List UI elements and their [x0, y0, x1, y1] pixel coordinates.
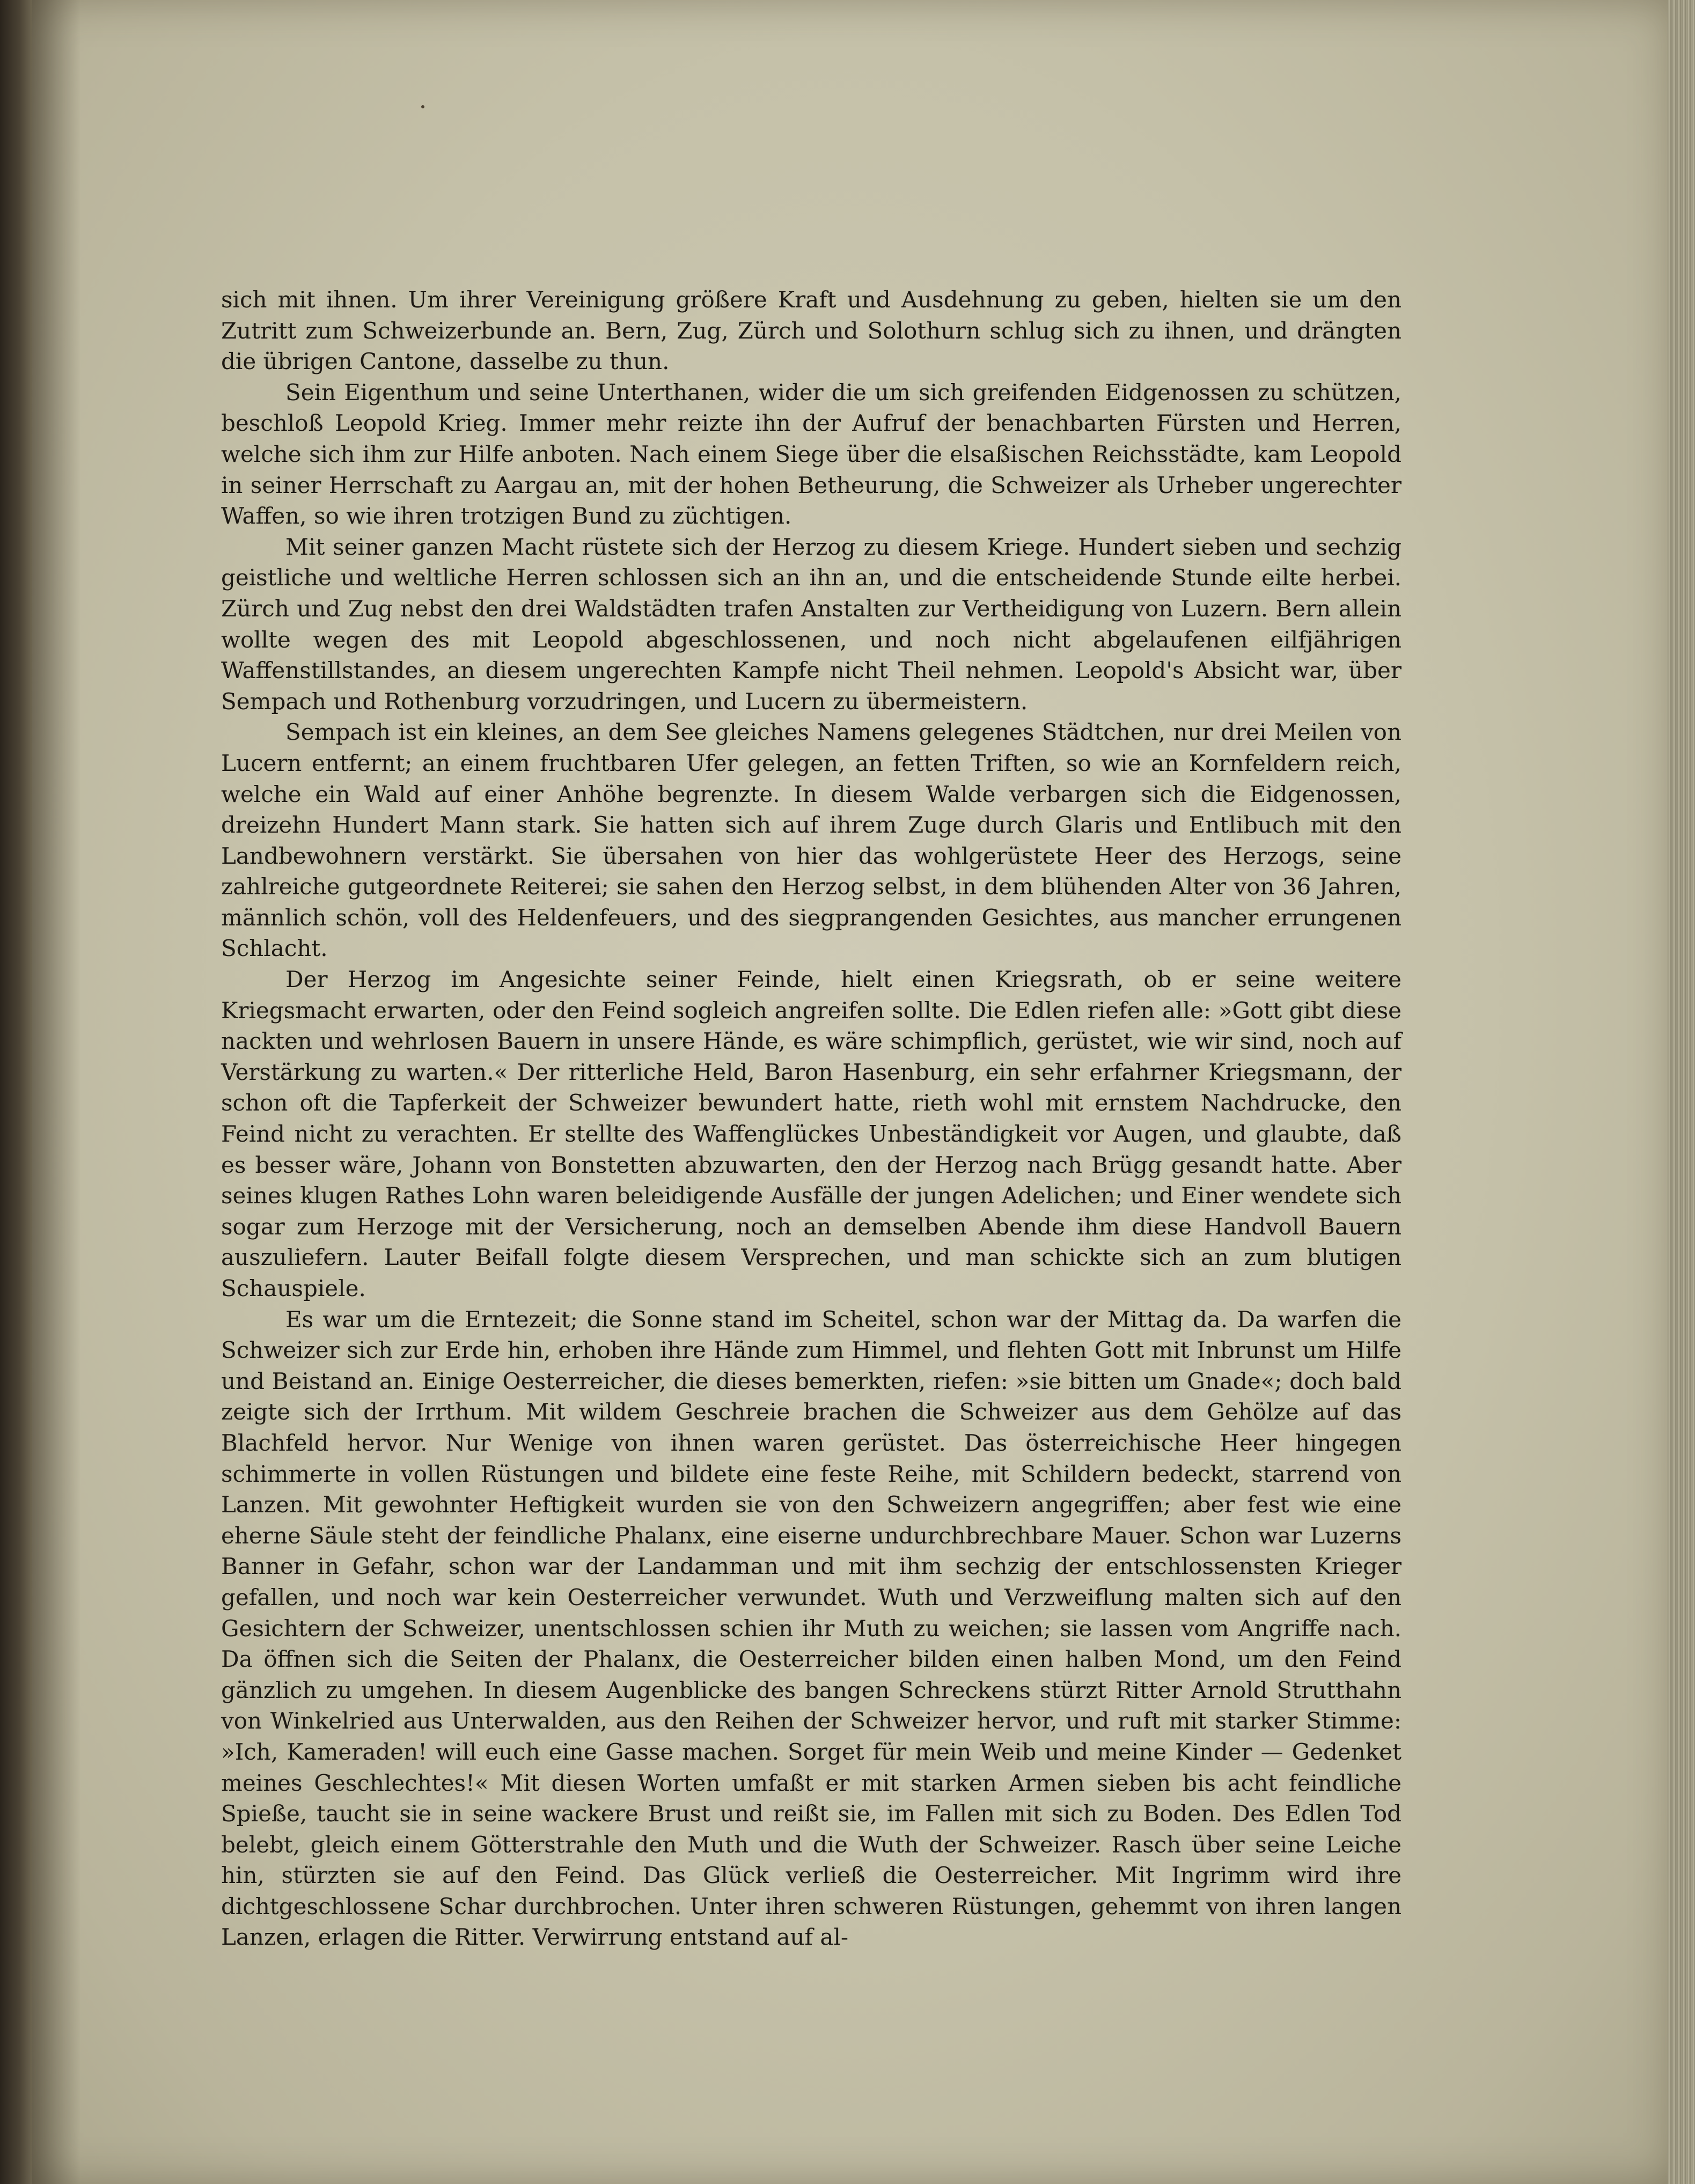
paragraph-1: sich mit ihnen. Um ihrer Vereinigung größere Kraft und Ausdehnung zu geben, hielten sie um den Zutritt zum Schweizerbunde an. Bern, Zug, Zürch und Solothurn schlug sich zu ihnen, und drängten die übrigen Cantone, dasselbe zu thun. — [221, 286, 1402, 375]
paragraph-3: Mit seiner ganzen Macht rüstete sich der Herzog zu diesem Kriege. Hundert sieben und sechzig geistliche und weltliche Herren schlossen sich an ihn an, und die entscheidende Stunde eilte herbei. Zürch und Zug nebst den drei Waldstädten trafen Anstalten zur Vertheidigung von Luzern. Bern allein wollte wegen des mit Leopold abgeschlossenen, und noch nicht abgelaufenen eilfjährigen Waffenstillstandes, an diesem ungerechten Kampfe nicht Theil nehmen. Leopold's Absicht war, über Sempach und Rothenburg vorzudringen, und Lucern zu übermeistern. — [221, 533, 1402, 715]
paragraph-2: Sein Eigenthum und seine Unterthanen, wider die um sich greifenden Eidgenossen zu schützen, beschloß Leopold Krieg. Immer mehr reizte ihn der Aufruf der benachbarten Fürsten und Herren, welche sich ihm zur Hilfe anboten. Nach einem Siege über die elsaßischen Reichsstädte, kam Leopold in seiner Herrschaft zu Aargau an, mit der hohen Betheurung, die Schweizer als Urheber ungerechter Waffen, so wie ihren trotzigen Bund zu züchtigen. — [221, 379, 1402, 530]
paragraph-5: Der Herzog im Angesichte seiner Feinde, hielt einen Kriegsrath, ob er seine weitere Kriegsmacht erwarten, oder den Feind sogleich angreifen sollte. Die Edlen riefen alle: »Gott gibt diese nackten und wehrlosen Bauern in unsere Hände, es wäre schimpflich, gerüstet, wie wir sind, noch auf Verstärkung zu warten.« Der ritterliche Held, Baron Hasenburg, ein sehr erfahrner Kriegsmann, der schon oft die Tapferkeit der Schweizer bewundert hatte, rieth wohl mit ernstem Nachdrucke, den Feind nicht zu verachten. Er stellte des Waffenglückes Unbeständigkeit vor Augen, und glaubte, daß es besser wäre, Johann von Bonstetten abzuwarten, den der Herzog nach Brügg gesandt hatte. Aber seines klugen Rathes Lohn waren beleidigende Ausfälle der jungen Adelichen; und Einer wendete sich sogar zum Herzoge mit der Versicherung, noch an demselben Abende ihm diese Handvoll Bauern auszuliefern. Lauter Beifall folgte diesem Versprechen, und man schickte sich an zum blutigen Schauspiele. — [221, 966, 1402, 1301]
page-edges — [1668, 0, 1695, 2184]
paragraph-4: Sempach ist ein kleines, an dem See gleiches Namens gelegenes Städtchen, nur drei Meilen von Lucern entfernt; an einem fruchtbaren Ufer gelegen, an fetten Triften, so wie an Kornfeldern reich, welche ein Wald auf einer Anhöhe begrenzte. In diesem Walde verbargen sich die Eidgenossen, dreizehn Hundert Mann stark. Sie hatten sich auf ihrem Zuge durch Glaris und Entlibuch mit den Landbewohnern verstärkt. Sie übersahen von hier das wohlgerüstete Heer des Herzogs, seine zahlreiche gutgeordnete Reiterei; sie sahen den Herzog selbst, in dem blühenden Alter von 36 Jahren, männlich schön, voll des Heldenfeuers, und des siegprangenden Gesichtes, aus mancher errungenen Schlacht. — [221, 719, 1402, 962]
ink-speck — [421, 105, 424, 108]
book-spine — [0, 0, 32, 2184]
paragraph-6: Es war um die Erntezeit; die Sonne stand im Scheitel, schon war der Mittag da. Da warfen die Schweizer sich zur Erde hin, erhoben ihre Hände zum Himmel, und flehten Gott mit Inbrunst um Hilfe und Beistand an. Einige Oesterreicher, die dieses bemerkten, riefen: »sie bitten um Gnade«; doch bald zeigte sich der Irrthum. Mit wildem Geschreie brachen die Schweizer aus dem Gehölze auf das Blachfeld hervor. Nur Wenige von ihnen waren gerüstet. Das österreichische Heer hingegen schimmerte in vollen Rüstungen und bildete eine feste Reihe, mit Schildern bedeckt, starrend von Lanzen. Mit gewohnter Heftigkeit wurden sie von den Schweizern angegriffen; aber fest wie eine eherne Säule steht der feindliche Phalanx, eine eiserne undurchbrechbare Mauer. Schon war Luzerns Banner in Gefahr, schon war der Landamman und mit ihm sechzig der entschlossensten Krieger gefallen, und noch war kein Oesterreicher verwundet. Wuth und Verzweiflung malten sich auf den Gesichtern der Schweizer, unentschlossen schien ihr Muth zu weichen; sie lassen vom Angriffe nach. Da öffnen sich die Seiten der Phalanx, die Oesterreicher bilden einen halben Mond, um den Feind gänzlich zu umgehen. In diesem Augenblicke des bangen Schreckens stürzt Ritter Arnold Strutthahn von Winkelried aus Unterwalden, aus den Reihen der Schweizer hervor, und ruft mit starker Stimme: »Ich, Kameraden! will euch eine Gasse machen. Sorget für mein Weib und meine Kinder — Gedenket meines Geschlechtes!« Mit diesen Worten umfaßt er mit starken Armen sieben bis acht feindliche Spieße, taucht sie in seine wackere Brust und reißt sie, im Fallen mit sich zu Boden. Des Edlen Tod belebt, gleich einem Götterstrahle den Muth und die Wuth der Schweizer. Rasch über seine Leiche hin, stürzten sie auf den Feind. Das Glück verließ die Oesterreicher. Mit Ingrimm wird ihre dichtgeschlossene Schar durchbrochen. Unter ihren schweren Rüstungen, gehemmt von ihren langen Lanzen, erlagen die Ritter. Verwirrung entstand auf al- — [221, 1306, 1402, 1951]
body-text — [221, 284, 1402, 1953]
binding-shadow — [32, 0, 80, 2184]
